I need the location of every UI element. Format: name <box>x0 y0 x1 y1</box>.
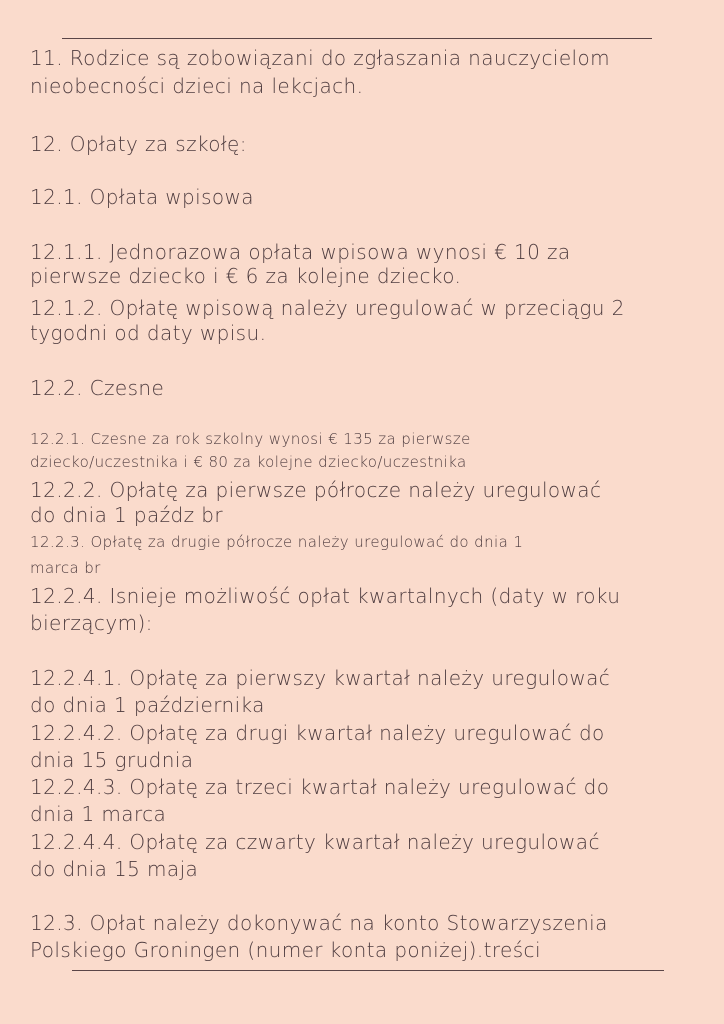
text-line: nieobecności dzieci na lekcjach. <box>30 74 364 98</box>
text-line: do dnia 1 paźdz br <box>30 503 224 527</box>
text-line: 12.2. Czesne <box>30 376 165 400</box>
text-line: 12.2.2. Opłatę za pierwsze półrocze należy uregulować <box>30 478 602 502</box>
text-line: 12.1.2. Opłatę wpisową należy uregulować w przeciągu 2 <box>30 296 625 320</box>
text-line: pierwsze dziecko i € 6 za kolejne dziecko. <box>30 264 462 288</box>
text-line: 11. Rodzice są zobowiązani do zgłaszania nauczycielom <box>30 46 611 70</box>
text-line: bierzącym): <box>30 611 153 635</box>
text-line: do dnia 1 października <box>30 693 265 717</box>
text-line: 12.2.3. Opłatę za drugie półrocze należy uregulować do dnia 1 <box>30 533 524 551</box>
text-line: 12.2.4.2. Opłatę za drugi kwartał należy uregulować do <box>30 721 605 745</box>
text-line: dnia 15 grudnia <box>30 748 194 772</box>
text-line: dziecko/uczestnika i € 80 za kolejne dziecko/uczestnika <box>30 453 467 471</box>
text-line: do dnia 15 maja <box>30 857 199 881</box>
text-line: 12.2.4.3. Opłatę za trzeci kwartał należy uregulować do <box>30 775 610 799</box>
text-line: 12.3. Opłat należy dokonywać na konto Stowarzyszenia <box>30 911 608 935</box>
text-line: 12.2.4. Isnieje możliwość opłat kwartalnych (daty w roku <box>30 584 621 608</box>
text-line: 12.2.1. Czesne za rok szkolny wynosi € 135 za pierwsze <box>30 430 471 448</box>
text-line: 12.2.4.1. Opłatę za pierwszy kwartał należy uregulować <box>30 666 611 690</box>
text-line: 12. Opłaty za szkołę: <box>30 132 247 156</box>
text-line: Polskiego Groningen (numer konta poniżej).treści <box>30 938 541 962</box>
text-line: marca br <box>30 559 101 577</box>
text-line: tygodni od daty wpisu. <box>30 321 267 345</box>
bottom-divider <box>72 970 664 971</box>
text-line: 12.1.1. Jednorazowa opłata wpisowa wynosi € 10 za <box>30 240 571 264</box>
top-divider <box>62 38 652 39</box>
text-line: 12.2.4.4. Opłatę za czwarty kwartał należy uregulować <box>30 830 600 854</box>
text-line: 12.1. Opłata wpisowa <box>30 185 254 209</box>
text-line: dnia 1 marca <box>30 802 167 826</box>
